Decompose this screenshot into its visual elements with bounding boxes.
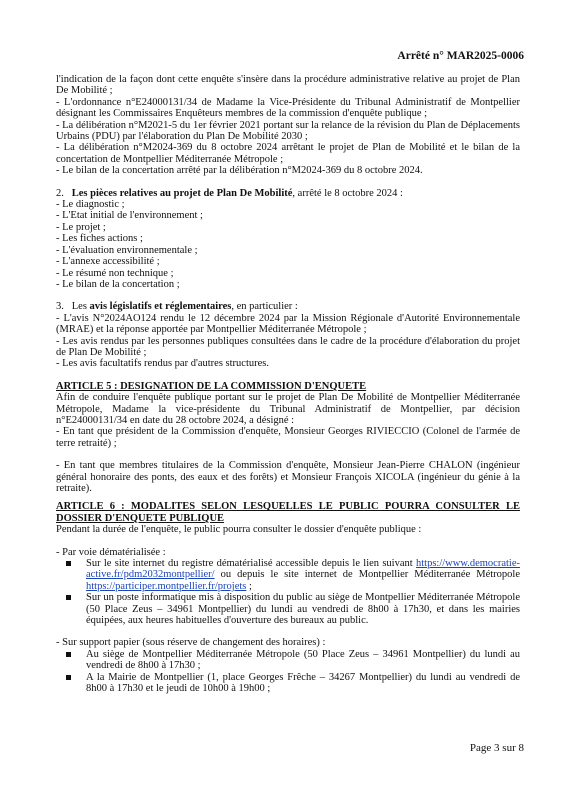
registre-link[interactable]: https://www.democratie-active.fr/pdm2032montpellier/ — [86, 558, 520, 581]
list-item: - L'annexe accessibilité ; — [56, 256, 160, 268]
list-item: - L'évaluation environnementale ; — [56, 244, 198, 256]
section-3 — [56, 301, 520, 369]
page-number: Page 3 sur 8 — [469, 742, 524, 754]
section-3-heading: 3. Les avis législatifs et réglementaires, en particulier : — [56, 301, 298, 313]
list-item: - Les avis facultatifs rendus par d'autres structures. — [56, 358, 269, 370]
paragraph: Pendant la durée de l'enquête, le public pourra consulter le dossier d'enquête publique : — [56, 524, 422, 536]
bullet-item: Sur le site internet du registre dématérialisé accessible depuis le lien suivant https://www.democratie-active.fr/pdm2032montpellier/ ou depuis le site internet de Montpellier Méditerranée Métropole https://participer.montpellier.fr/projets ; — [56, 558, 520, 592]
list-item: - Les fiches actions ; — [56, 233, 143, 245]
list-item: - L'Etat initial de l'environnement ; — [56, 210, 203, 222]
paragraph: - En tant que président de la Commission d'enquête, Monsieur Georges RIVIECCIO (Colonel de l'armée de terre retraité) ; — [56, 426, 520, 449]
bullet-item: Au siège de Montpellier Méditerranée Métropole (50 Place Zeus – 34961 Montpellier) du lundi au vendredi de 8h00 à 17h30 ; — [56, 649, 520, 672]
bullet-item: A la Mairie de Montpellier (1, place Georges Frêche – 34267 Montpellier) du lundi au vendredi de 8h00 à 17h30 et le jeudi de 10h00 à 19h00 ; — [56, 672, 520, 695]
list-item: - Le bilan de la concertation ; — [56, 278, 180, 290]
list-item: - Le résumé non technique ; — [56, 267, 174, 279]
article-6 — [56, 501, 520, 694]
intro-line: - L'ordonnance n°E24000131/34 de Madame la Vice-Présidente du Tribunal Administratif de Montpellier désignant les Commissaires Enquêteurs membres de la commission d'enquête publique ; — [56, 96, 520, 120]
list-item: - Le diagnostic ; — [56, 199, 125, 211]
section-2-heading: 2. Les pièces relatives au projet de Plan De Mobilité, arrêté le 8 octobre 2024 : — [56, 187, 403, 199]
paragraph: - Par voie dématérialisée : — [56, 546, 166, 558]
list-item: - Le projet ; — [56, 221, 106, 233]
intro-line: - La délibération n°M2021-5 du 1er février 2021 portant sur la relance de la révision du Plan de Déplacements Urbains (PDU) par l'élaboration du Plan De Mobilité 2030 ; — [56, 119, 520, 143]
article-5-title: ARTICLE 5 : DESIGNATION DE LA COMMISSION D'ENQUETE — [56, 380, 367, 392]
intro-line: - Le bilan de la concertation arrêté par la délibération n°M2024-369 du 8 octobre 2024. — [56, 165, 423, 177]
bullet-item: Sur un poste informatique mis à disposition du public au siège de Montpellier Méditerranée Métropole (50 Place Zeus – 34961 Montpellier) du lundi au vendredi de 8h00 à 17h30, et dans les mairies équipées, aux heures habituelles d'ouverture des bureaux au public. — [56, 592, 520, 626]
article-6-title: ARTICLE 6 : MODALITES SELON LESQUELLES LE PUBLIC POURRA CONSULTER LE DOSSIER D'ENQUETE PUBLIQUE — [56, 501, 520, 524]
section-2 — [56, 188, 520, 291]
paragraph: Afin de conduire l'enquête publique portant sur le projet de Plan De Mobilité de Montpellier Méditerranée Métropole, Madame la vice-présidente du Tribunal Administratif de Montpellier, par décision n°E24000131/34 en date du 28 octobre 2024, a désigné : — [56, 392, 520, 426]
intro-block — [56, 74, 520, 177]
paragraph: - Sur support papier (sous réserve de changement des horaires) : — [56, 637, 326, 649]
intro-line: - La délibération n°M2024-369 du 8 octobre 2024 arrêtant le projet de Plan de Mobilité et le bilan de la concertation de Montpellier Méditerranée Métropole ; — [56, 142, 520, 165]
participer-link[interactable]: https://participer.montpellier.fr/projets — [86, 580, 247, 592]
list-item: - Les avis rendus par les personnes publiques consultées dans le cadre de la procédure d'élaboration du projet de Plan De Mobilité ; — [56, 335, 520, 358]
paragraph: - En tant que membres titulaires de la Commission d'enquête, Monsieur Jean-Pierre CHALON (ingénieur général honoraire des ponts, des eaux et des forêts) et Monsieur François XICOLA (ingénieur du génie à la retraite). — [56, 460, 520, 494]
list-item: - L'avis N°2024AO124 rendu le 12 décembre 2024 par la Mission Régionale d'Autorité Environnementale (MRAE) et la réponse apportée par Montpellier Méditerranée Métropole ; — [56, 312, 520, 336]
article-5 — [56, 381, 520, 495]
document-reference: Arrêté n° MAR2025-0006 — [397, 50, 524, 62]
intro-line: l'indication de la façon dont cette enquête s'insère dans la procédure administrative relative au projet de Plan De Mobilité ; — [56, 74, 520, 97]
page-content — [56, 74, 520, 695]
